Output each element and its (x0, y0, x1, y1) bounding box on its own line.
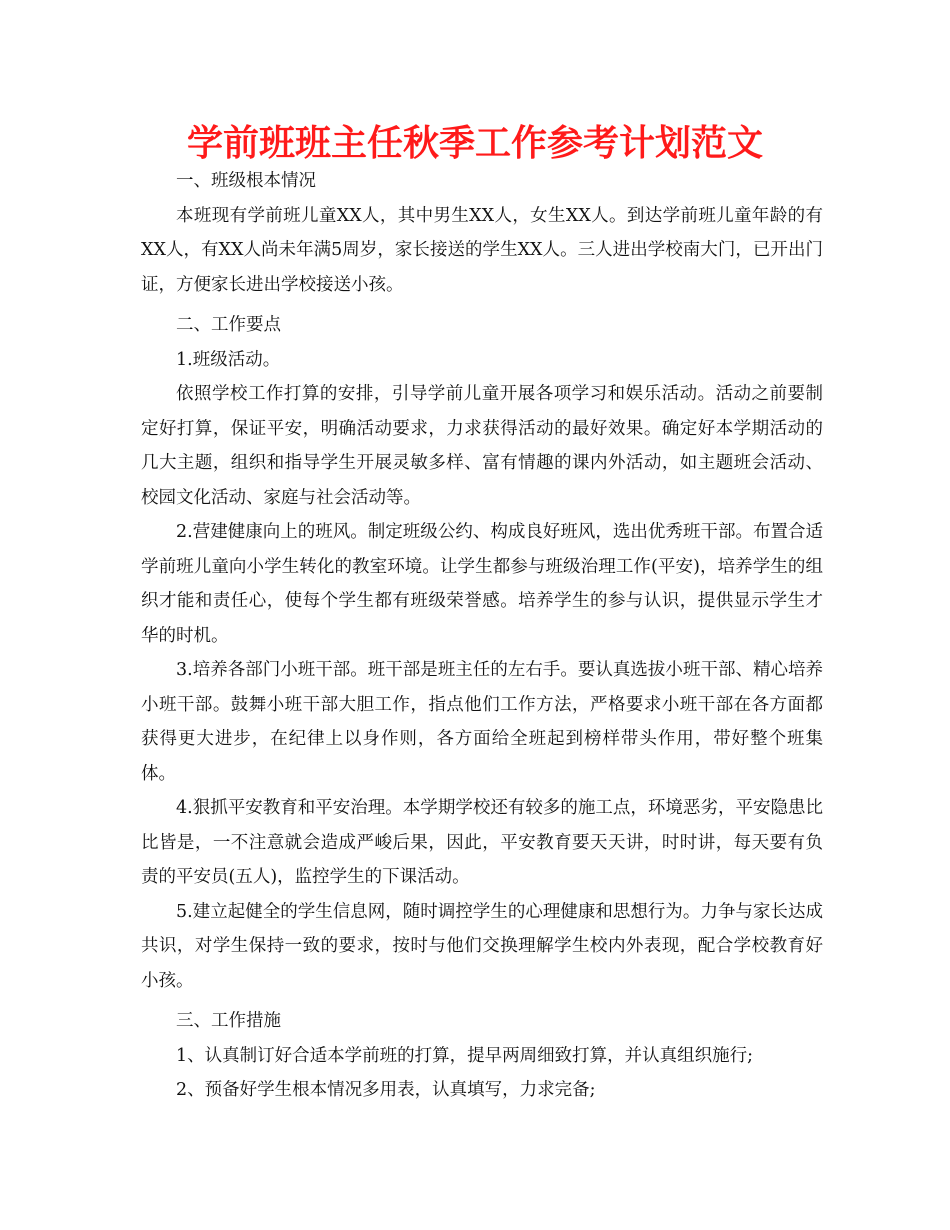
item-heading-class-activities: 1.班级活动。 (176, 349, 281, 370)
paragraph-class-spirit: 2.营建健康向上的班风。制定班级公约、构成良好班风，选出优秀班干部。布置合适学前班儿童向小学生转化的教室环境。让学生都参与班级治理工作(平安)，培养学生的组织才能和责任心，使每个学生都有班级荣誉感。培养学生的参与认识，提供显示学生才华的时机。 (141, 522, 823, 646)
paragraph-class-activities: 依照学校工作打算的安排，引导学前儿童开展各项学习和娱乐活动。活动之前要制定好打算，保证平安，明确活动要求，力求获得活动的最好效果。确定好本学期活动的几大主题，组织和指导学生开展灵敏多样、富有情趣的课内外活动，如主题班会活动、校园文化活动、家庭与社会活动等。 (141, 384, 823, 508)
document-body (141, 164, 823, 1108)
paragraph-safety-education: 4.狠抓平安教育和平安治理。本学期学校还有较多的施工点，环境恶劣，平安隐患比比皆是，一不注意就会造成严峻后果，因此，平安教育要天天讲，时时讲，每天要有负责的平安员(五人)，监控学生的下课活动。 (141, 798, 823, 887)
paragraph-class-basic-info: 本班现有学前班儿童XX人，其中男生XX人，女生XX人。到达学前班儿童年龄的有XX人，有XX人尚未年满5周岁，家长接送的学生XX人。三人进出学校南大门，已开出门证，方便家长进出学校接送小孩。 (141, 205, 823, 295)
section-heading-work-points: 二、工作要点 (176, 315, 281, 335)
section-heading-work-measures: 三、工作措施 (176, 1011, 281, 1031)
measure-item-2: 2、预备好学生根本情况多用表，认真填写，力求完备; (176, 1080, 596, 1100)
document-title: 学前班班主任秋季工作参考计划范文 (186, 123, 763, 164)
paragraph-student-info-network: 5.建立起健全的学生信息网，随时调控学生的心理健康和思想行为。力争与家长达成共识，对学生保持一致的要求，按时与他们交换理解学生校内外表现，配合学校教育好小孩。 (141, 901, 823, 991)
paragraph-class-cadres: 3.培养各部门小班干部。班干部是班主任的左右手。要认真选拔小班干部、精心培养小班干部。鼓舞小班干部大胆工作，指点他们工作方法，严格要求小班干部在各方面都获得更大进步，在纪律上以身作则，各方面给全班起到榜样带头作用，带好整个班集体。 (141, 660, 823, 784)
measure-item-1: 1、认真制订好合适本学前班的打算，提早两周细致打算，并认真组织施行; (176, 1045, 754, 1066)
section-heading-basic-info: 一、班级根本情况 (176, 171, 316, 191)
